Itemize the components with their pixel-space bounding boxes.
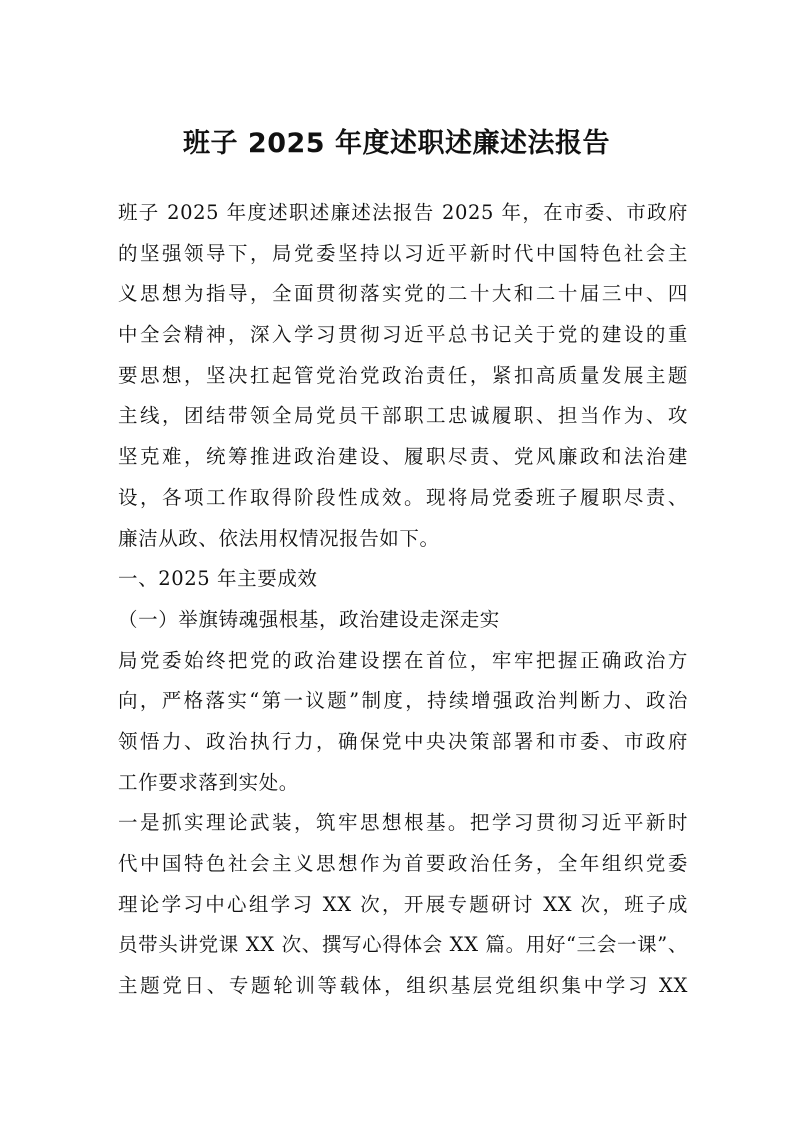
body-line: 员带头讲党课 XX 次、撰写心得体会 XX 篇。用好“三会一课”、 bbox=[118, 933, 688, 957]
body-line: 一、2025 年主要成效 bbox=[118, 567, 318, 591]
body-line: 坚克难，统筹推进政治建设、履职尽责、党风廉政和法治建 bbox=[118, 445, 688, 469]
body-line: 领悟力、政治执行力，确保党中央决策部署和市委、市政府 bbox=[118, 729, 688, 753]
body-line: 的坚强领导下，局党委坚持以习近平新时代中国特色社会主 bbox=[118, 241, 688, 265]
body-line: 一是抓实理论武装，筑牢思想根基。把学习贯彻习近平新时 bbox=[118, 811, 688, 835]
body-line: 班子 2025 年度述职述廉述法报告 2025 年，在市委、市政府 bbox=[118, 201, 688, 224]
body-line: （一）举旗铸魂强根基，政治建设走深走实 bbox=[118, 607, 500, 631]
body-line: 义思想为指导，全面贯彻落实党的二十大和二十届三中、四 bbox=[118, 282, 688, 306]
document-title: 班子 2025 年度述职述廉述法报告 bbox=[183, 128, 610, 159]
body-line: 设，各项工作取得阶段性成效。现将局党委班子履职尽责、 bbox=[118, 485, 688, 509]
body-line: 廉洁从政、依法用权情况报告如下。 bbox=[118, 526, 440, 550]
body-line: 主题党日、专题轮训等载体，组织基层党组织集中学习 XX bbox=[118, 974, 688, 998]
body-line: 向，严格落实“第一议题”制度，持续增强政治判断力、政治 bbox=[118, 689, 688, 713]
body-line: 要思想，坚决扛起管党治党政治责任，紧扣高质量发展主题 bbox=[118, 363, 688, 387]
body-line: 理论学习中心组学习 XX 次，开展专题研讨 XX 次，班子成 bbox=[118, 892, 688, 916]
document-body bbox=[118, 193, 688, 1007]
body-line: 工作要求落到实处。 bbox=[118, 770, 299, 794]
body-line: 主线，团结带领全局党员干部职工忠诚履职、担当作为、攻 bbox=[118, 404, 688, 428]
body-line: 代中国特色社会主义思想作为首要政治任务，全年组织党委 bbox=[118, 852, 688, 875]
body-line: 局党委始终把党的政治建设摆在首位，牢牢把握正确政治方 bbox=[118, 648, 688, 672]
body-line: 中全会精神，深入学习贯彻习近平总书记关于党的建设的重 bbox=[118, 323, 688, 347]
